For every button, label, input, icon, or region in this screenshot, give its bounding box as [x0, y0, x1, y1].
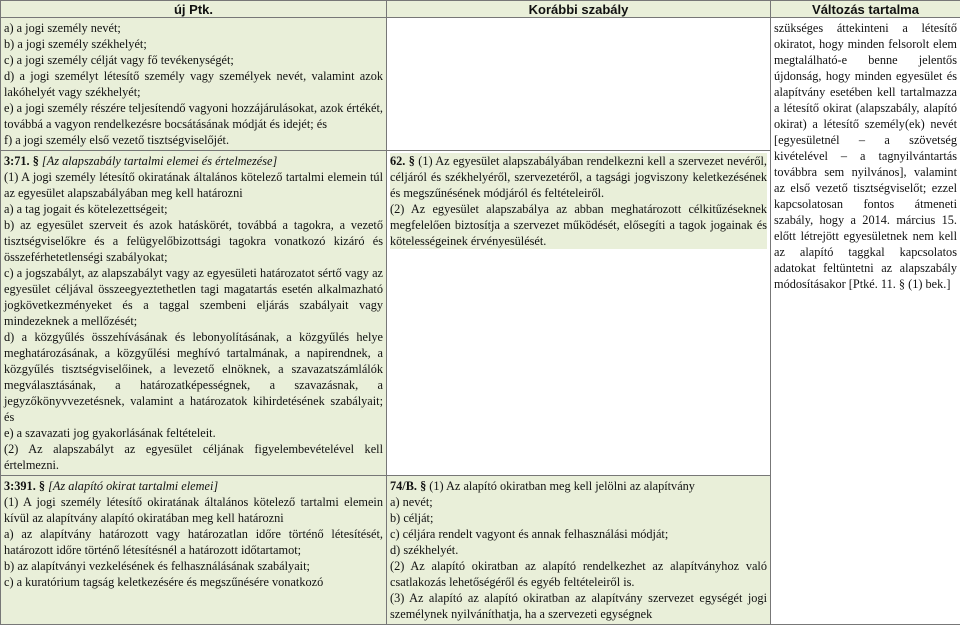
paragraph: d) a közgyűlés összehívásának és lebonyolításának, a közgyűlés helye meghatározásának, a közgyűlési meghívó tartalmának, a napirendnek, a közgyűlés tisztségviselőinek, a levezető elnöknek, a szavazatszámlálók megválasztásának, a határozatképességnek, a szavazásnak, a jegyzőkönyvvezetésnek, valamint a határozatok kihirdetésének szabályait; és [4, 329, 383, 425]
paragraph: (2) Az egyesület alapszabálya az abban meghatározott célkitűzéseknek megfelelően biztosítja a szervezet működését, elősegíti a tagok jogainak és kötelességeinek érvényesülését. [390, 201, 767, 249]
section-number: 62. § [390, 154, 415, 168]
paragraph: c) a jogszabályt, az alapszabályt vagy az egyesületi határozatot sértő vagy az egyesület céljával összeegyeztethetlen tagi magatartás esetén alkalmazható jogkövetkezményeket és a taggal szembeni eljárás szabályait vagy mindezeknek a mellőzését; [4, 265, 383, 329]
paragraph: c) a kuratórium tagság keletkezésére és megszűnésére vonatkozó [4, 574, 383, 590]
header-change-content: Változás tartalma [771, 1, 960, 18]
paragraph: a) nevét; [390, 494, 767, 510]
list-item: e) a jogi személy részére teljesítendő vagyoni hozzájárulásokat, azok értékét, továbbá a vagyon rendelkezésre bocsátásának módját és idejét; és [4, 100, 383, 132]
middle-section-62 [387, 151, 771, 476]
paragraph: b) az alapítványi vezkelésének és felhasználásának szabályait; [4, 558, 383, 574]
paragraph: (1) A jogi személy létesítő okiratának általános kötelező tartalmi elemein túl az egyesület alapszabályában meg kell határozni [4, 169, 383, 201]
middle-empty-cell [387, 18, 771, 151]
section-heading [4, 478, 383, 494]
middle-section-74b [387, 476, 771, 625]
right-change-note [771, 18, 960, 625]
header-new-ptk: új Ptk. [1, 1, 387, 18]
paragraph: b) célját; [390, 510, 767, 526]
list-item: b) a jogi személy székhelyét; [4, 36, 383, 52]
table-header-row [1, 1, 960, 18]
left-section-371 [1, 151, 387, 476]
left-section-391 [1, 476, 387, 625]
list-item: a) a jogi személy nevét; [4, 20, 383, 36]
paragraph: (2) Az alapító okiratban az alapító rendelkezhet az alapítványhoz való csatlakozás lehetőségéről és egyéb feltételeiről is. [390, 558, 767, 590]
paragraph: d) székhelyét. [390, 542, 767, 558]
table-row-basic-elements [1, 18, 960, 151]
paragraph: e) a szavazati jog gyakorlásának feltételeit. [4, 425, 383, 441]
paragraph: (3) Az alapító az alapító okiratban az alapítvány szervezet egységét jogi személynek nyilváníthatja, ha a szervezeti egységnek [390, 590, 767, 622]
paragraph: a) az alapítvány határozott vagy határozatlan időre történő létesítését, határozott időre történő létesítésnél a határozott időtartamot; [4, 526, 383, 558]
change-note-text: szükséges áttekinteni a létesítő okiratot, hogy minden felsorolt elem megtalálható-e benne jelentős újdonság, hogy minden egyesület és alapítvány esetében kell tartalmazza a létesítő okirat (alapszabály, alapító okirat) a létesítő személy(ek) nevét [egyesületnél – a szövetség kivételével – a tagnyilvántartás továbbra sem nyilvános], valamint az első vezető tisztségviselőt; ezzel kapcsolatosan fontos átmeneti szabály, hogy a 2014. március 15. előtt létrejött egyesületnek nem kell az alapító taggkal kapcsolatos adatokat feltüntetni az alapszabály módosításakor [Ptké. 11. § (1) bek.] [774, 21, 957, 291]
paragraph [390, 478, 767, 494]
section-number: 74/B. § [390, 479, 426, 493]
section-number: 3:71. § [4, 154, 39, 168]
section-heading [4, 153, 383, 169]
list-item: f) a jogi személy első vezető tisztségviselőjét. [4, 132, 383, 148]
paragraph: a) a tag jogait és kötelezettségeit; [4, 201, 383, 217]
section-title: [Az alapszabály tartalmi elemei és értelmezése] [42, 154, 277, 168]
list-item: d) a jogi személyt létesítő személy vagy személyek nevét, valamint azok lakóhelyét vagy székhelyét; [4, 68, 383, 100]
paragraph: b) az egyesület szerveit és azok hatáskörét, továbbá a tagokra, a vezető tisztségviselőkre és a felügyelőbizottsági tagokra vonatkozó kizáró és összeférhetetlenségi szabályokat; [4, 217, 383, 265]
paragraph: (2) Az alapszabályt az egyesület céljának figyelembevételével kell értelmezni. [4, 441, 383, 473]
section-62-block [390, 153, 767, 249]
paragraph: c) céljára rendelt vagyont és annak felhasználási módját; [390, 526, 767, 542]
section-number: 3:391. § [4, 479, 45, 493]
paragraph [390, 153, 767, 201]
paragraph-text: (1) Az alapító okiratban meg kell jelölni az alapítvány [429, 479, 695, 493]
paragraph: (1) A jogi személy létesítő okiratának általános kötelező tartalmi elemein kívül az alapítvány alapító okiratában meg kell határozni [4, 494, 383, 526]
list-item: c) a jogi személy célját vagy fő tevékenységét; [4, 52, 383, 68]
paragraph-text: (1) Az egyesület alapszabályában rendelkezni kell a szervezet nevéről, céljáról és székhelyéről, szervezetéről, a tagsági jogviszony keletkezésének és megszűnésének módjáról és feltételeiről. [390, 154, 767, 200]
left-basic-list [1, 18, 387, 151]
section-title: [Az alapító okirat tartalmi elemei] [48, 479, 218, 493]
header-previous-rule: Korábbi szabály [387, 1, 771, 18]
